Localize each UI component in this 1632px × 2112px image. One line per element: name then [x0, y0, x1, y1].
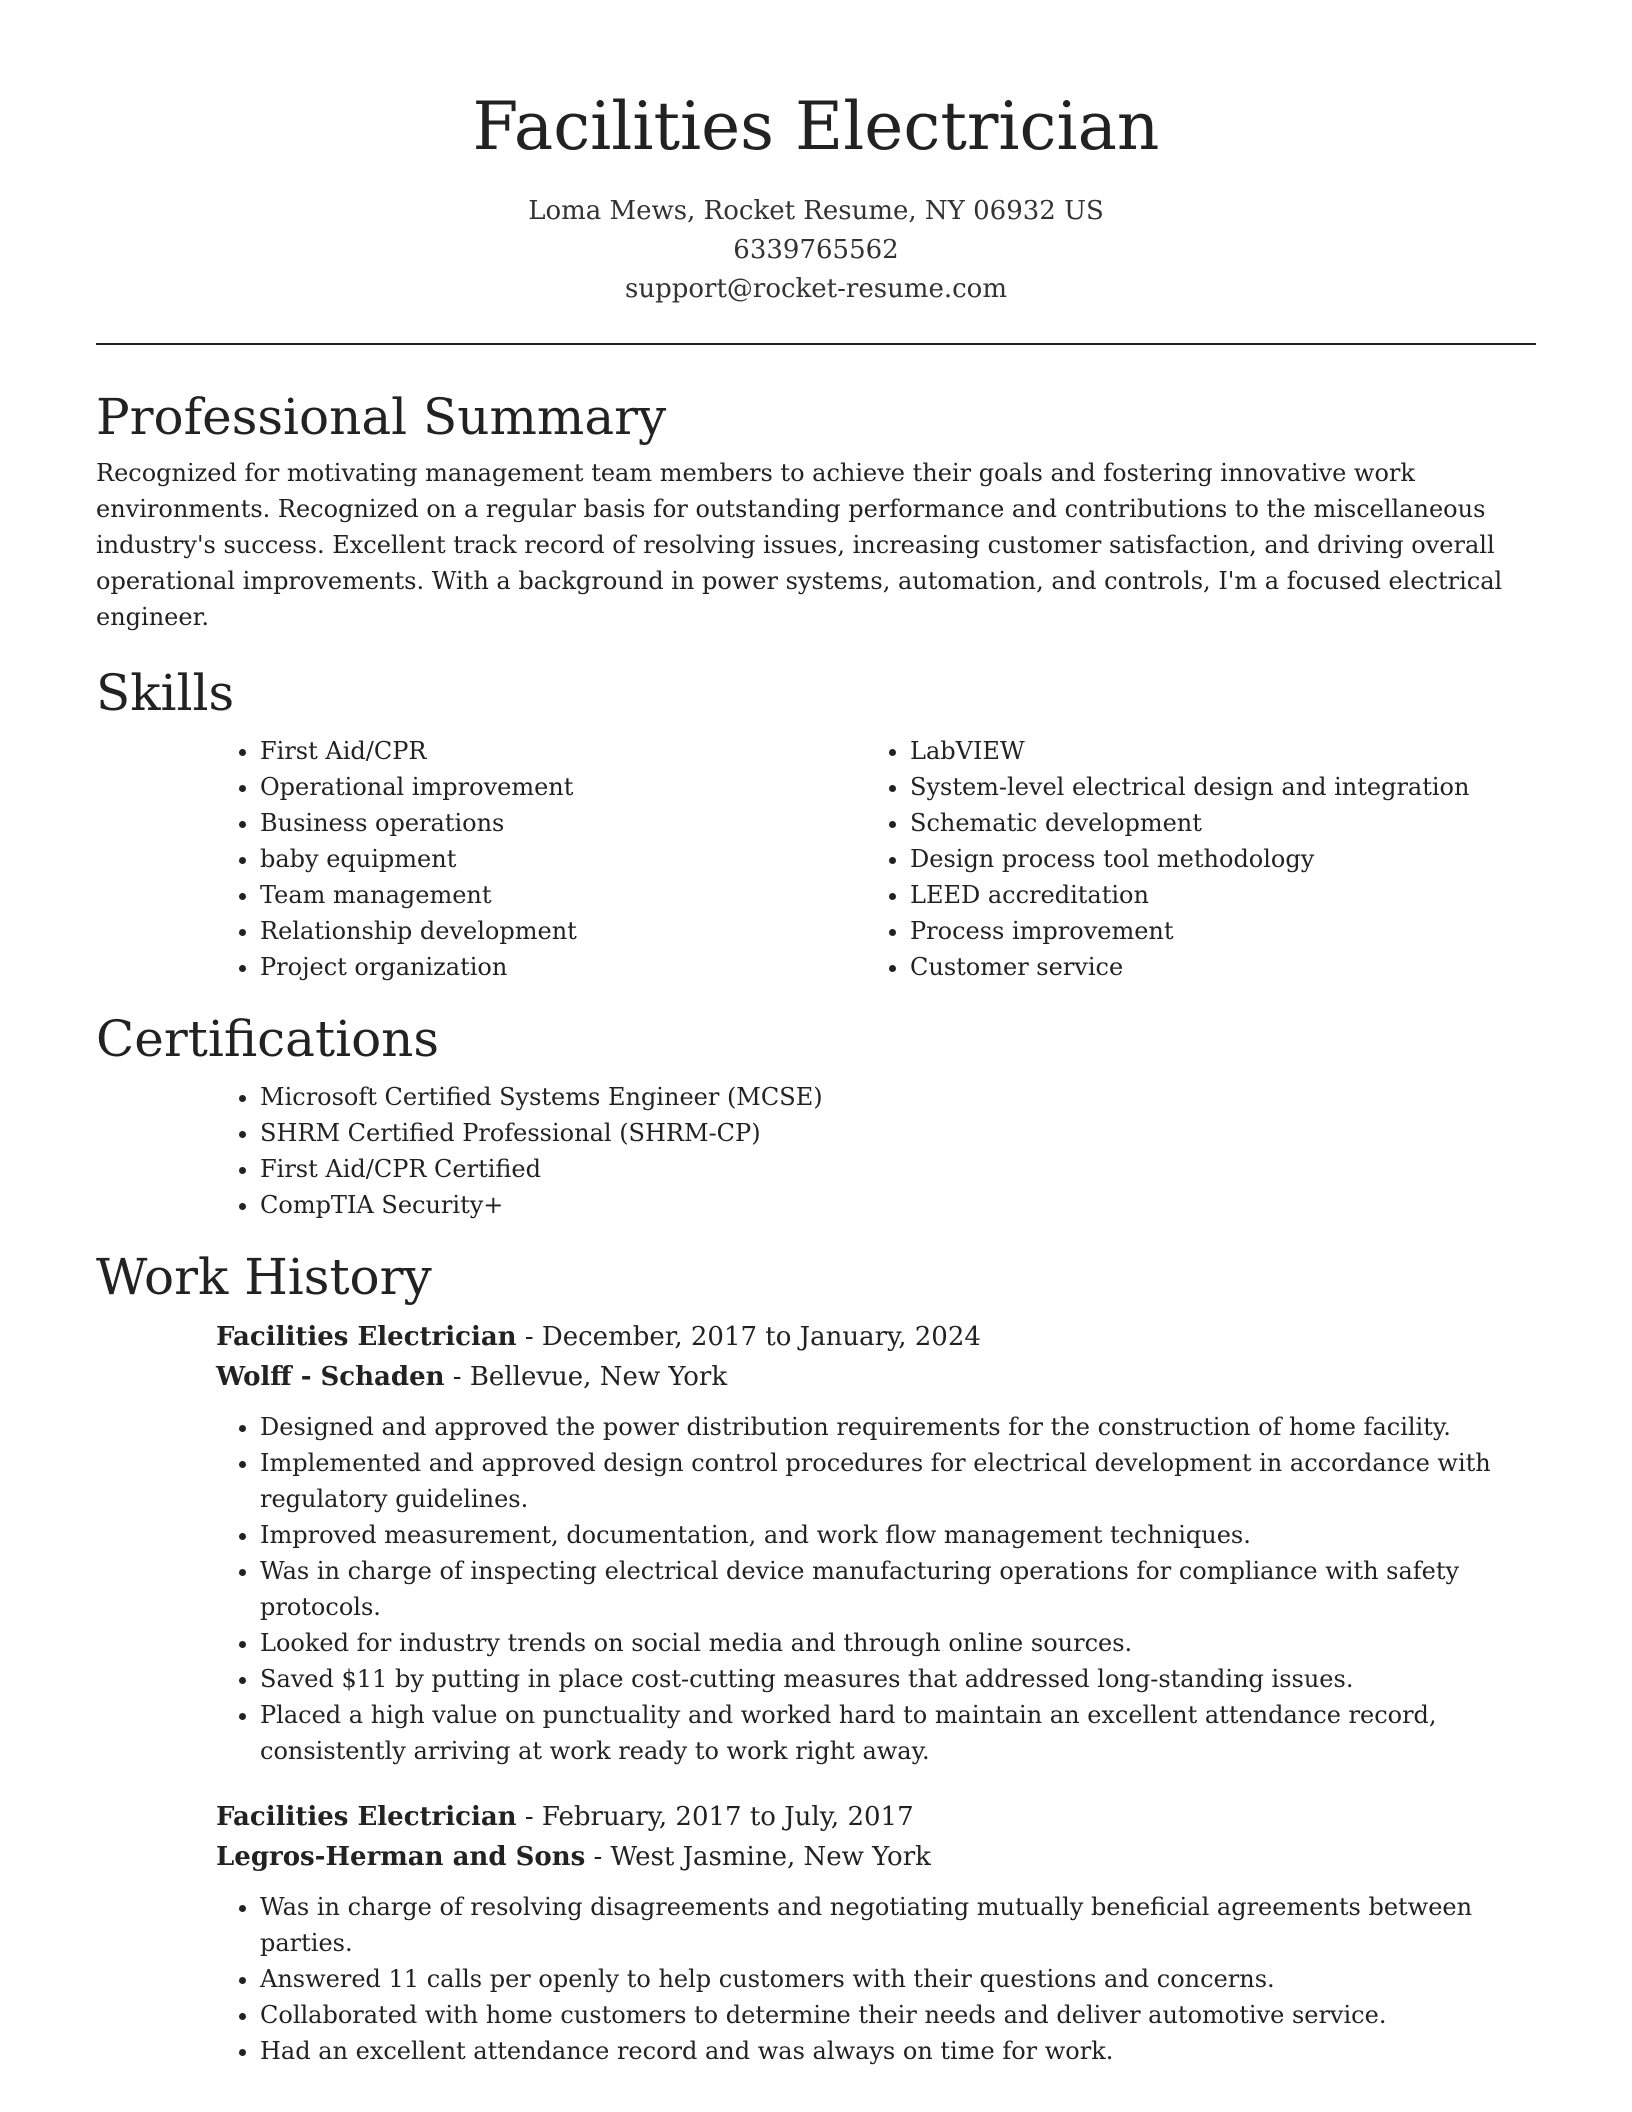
job-entry: [216, 1317, 1536, 1769]
skill-item: • Process improvement: [910, 913, 1516, 949]
skills-column-right: [866, 733, 1516, 985]
job-bullets: [216, 1409, 1536, 1769]
job-bullet: • Collaborated with home customers to determine their needs and deliver automotive service.: [260, 1997, 1536, 2033]
job-bullet: • Placed a high value on punctuality and worked hard to maintain an excellent attendance record, consistently arriving at work ready to work right away.: [260, 1697, 1536, 1769]
certifications-section: [96, 1007, 1536, 1223]
candidate-name: Facilities Electrician: [472, 88, 1160, 165]
job-bullets: [216, 1889, 1536, 2069]
job-title: Facilities Electrician: [216, 1322, 517, 1352]
skill-item: • Schematic development: [910, 805, 1516, 841]
certification-item: • Microsoft Certified Systems Engineer (MCSE): [260, 1079, 1536, 1115]
skill-item: • LEED accreditation: [910, 877, 1516, 913]
summary-section: [96, 385, 1536, 635]
email-address: support@rocket-resume.com: [624, 274, 1007, 304]
skills-list-left: [216, 733, 866, 985]
job-company: Legros-Herman and Sons: [216, 1842, 586, 1872]
header-divider: [96, 343, 1536, 345]
job-company-line: [216, 1357, 1536, 1397]
job-dates: - December, 2017 to January, 2024: [516, 1322, 981, 1352]
certifications-list: [216, 1079, 1536, 1223]
job-bullet: • Saved $11 by putting in place cost-cutting measures that addressed long-standing issues.: [260, 1661, 1536, 1697]
job-company: Wolff - Schaden: [216, 1362, 445, 1392]
job-title-line: [216, 1797, 1536, 1837]
skill-item: • Customer service: [910, 949, 1516, 985]
skills-column-left: [216, 733, 866, 985]
resume-page: [96, 0, 1536, 2091]
job-bullet: • Was in charge of resolving disagreements and negotiating mutually beneficial agreements between parties.: [260, 1889, 1536, 1961]
skills-title: Skills: [96, 664, 235, 722]
certification-item: • First Aid/CPR Certified: [260, 1151, 1536, 1187]
job-dates: - February, 2017 to July, 2017: [516, 1802, 914, 1832]
skill-item: • Relationship development: [260, 913, 866, 949]
skill-item: • Project organization: [260, 949, 866, 985]
skill-item: • baby equipment: [260, 841, 866, 877]
contact-info: [96, 192, 1536, 309]
skill-item: • Operational improvement: [260, 769, 866, 805]
certification-item: • CompTIA Security+: [260, 1187, 1536, 1223]
summary-title: Professional Summary: [96, 388, 667, 446]
skills-section: [96, 661, 1536, 985]
job-company-line: [216, 1837, 1536, 1877]
job-location: - Bellevue, New York: [444, 1362, 728, 1392]
job-title-line: [216, 1317, 1536, 1357]
job-bullet: • Improved measurement, documentation, and work flow management techniques.: [260, 1517, 1536, 1553]
certification-item: • SHRM Certified Professional (SHRM-CP): [260, 1115, 1536, 1151]
resume-header: [96, 0, 1536, 309]
skill-item: • Business operations: [260, 805, 866, 841]
skills-grid: [216, 733, 1536, 985]
job-bullet: • Implemented and approved design control procedures for electrical development in accordance with regulatory guidelines.: [260, 1445, 1536, 1517]
job-title: Facilities Electrician: [216, 1802, 517, 1832]
skill-item: • LabVIEW: [910, 733, 1516, 769]
job-location: - West Jasmine, New York: [585, 1842, 931, 1872]
job-entry: [216, 1797, 1536, 2069]
skills-list-right: [866, 733, 1516, 985]
address: Loma Mews, Rocket Resume, NY 06932 US: [528, 196, 1104, 226]
summary-text: Recognized for motivating management team members to achieve their goals and fostering innovative work environments. Recognized on a regular basis for outstanding performance and contributions to the miscellaneous industry's success. Excellent track record of resolving issues, increasing customer satisfaction, and driving overall operational improvements. With a background in power systems, automation, and controls, I'm a focused electrical engineer.: [96, 459, 1503, 631]
skill-item: • System-level electrical design and integration: [910, 769, 1516, 805]
skill-item: • Design process tool methodology: [910, 841, 1516, 877]
job-bullet: • Answered 11 calls per openly to help customers with their questions and concerns.: [260, 1961, 1536, 1997]
job-bullet: • Had an excellent attendance record and was always on time for work.: [260, 2033, 1536, 2069]
skill-item: • Team management: [260, 877, 866, 913]
job-bullet: • Looked for industry trends on social media and through online sources.: [260, 1625, 1536, 1661]
phone-number: 6339765562: [733, 235, 899, 265]
work-history-title: Work History: [96, 1248, 432, 1306]
skill-item: • First Aid/CPR: [260, 733, 866, 769]
work-history-section: [96, 1245, 1536, 2069]
certifications-title: Certifications: [96, 1010, 440, 1068]
job-bullet: • Was in charge of inspecting electrical device manufacturing operations for compliance with safety protocols.: [260, 1553, 1536, 1625]
job-bullet: • Designed and approved the power distribution requirements for the construction of home facility.: [260, 1409, 1536, 1445]
